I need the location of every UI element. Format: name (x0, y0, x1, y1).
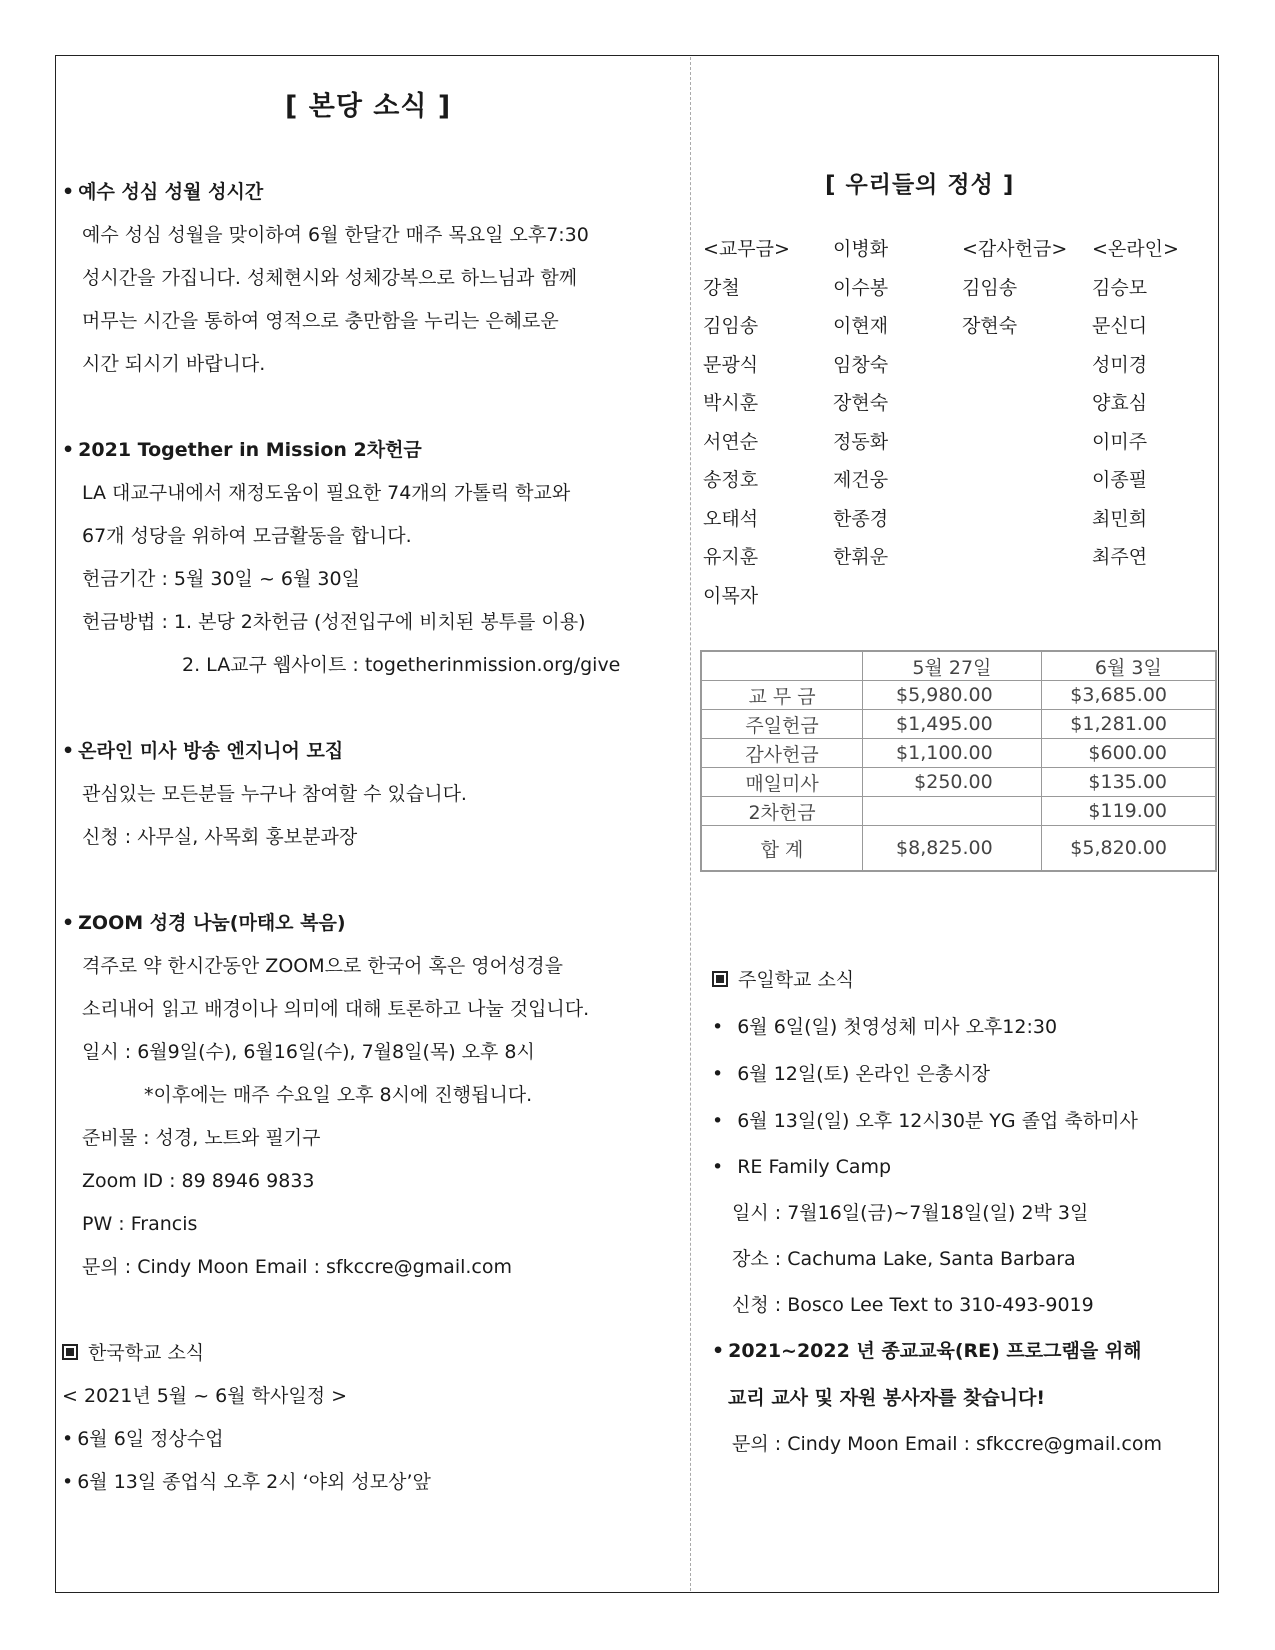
camp-line: 신청 : Bosco Lee Text to 310-493-9019 (732, 1294, 1094, 1316)
contact-line: 문의 : Cindy Moon Email : sfkccre@gmail.com (732, 1433, 1162, 1455)
sec2-line: 헌금방법 : 1. 본당 2차헌금 (성전입구에 비치된 봉투를 이용) (82, 611, 586, 633)
table-row-label: 감사헌금 (701, 739, 863, 768)
donor-col-4 (1092, 230, 1179, 577)
sec5-line: < 2021년 5월 ~ 6월 학사일정 > (62, 1385, 348, 1407)
donor-name: 성미경 (1092, 353, 1148, 376)
camp-line: 일시 : 7월16일(금)~7월18일(일) 2박 3일 (732, 1202, 1089, 1224)
donor-name: 한종경 (833, 507, 889, 530)
donor-name: <온라인> (1092, 238, 1179, 260)
table-row (701, 768, 1216, 797)
table-row (701, 739, 1216, 768)
donor-name: 문광식 (703, 353, 759, 376)
donor-name: 강철 (703, 276, 740, 299)
donor-name: 박시훈 (703, 392, 759, 414)
sec3-line: 신청 : 사무실, 사목회 홍보분과장 (82, 826, 358, 848)
table-total-row (701, 826, 1216, 872)
table-cell: $1,281.00 (1041, 710, 1216, 739)
left-title: [ 본당 소식 ] (285, 91, 452, 122)
donor-name: 송정호 (703, 469, 759, 491)
donor-name: 임창숙 (833, 353, 889, 376)
donor-name: 김임송 (703, 315, 759, 337)
sec2-line: 67개 성당을 위하여 모금활동을 합니다. (82, 525, 412, 547)
sec1-line: 예수 성심 성월을 맞이하여 6월 한달간 매주 목요일 오후7:30 (82, 224, 589, 246)
donor-col-1 (703, 230, 790, 615)
donor-name: 한휘운 (833, 546, 889, 568)
sunday-school-item-text: 6월 13일(일) 오후 12시30분 YG 졸업 축하미사 (737, 1110, 1138, 1132)
sec3-heading: • 온라인 미사 방송 엔지니어 모집 (62, 742, 343, 761)
sec4-line: 일시 : 6월9일(수), 6월16일(수), 7월8일(목) 오후 8시 (82, 1041, 535, 1063)
donor-name: 서연순 (703, 430, 759, 453)
table-header-cell (701, 651, 863, 681)
donor-col-3 (962, 230, 1067, 346)
table-cell: $119.00 (1041, 797, 1216, 826)
table-row (701, 681, 1216, 710)
table-header-cell: 5월 27일 (863, 651, 1042, 681)
donor-name: 양효심 (1092, 392, 1148, 414)
table-cell: $5,820.00 (1041, 826, 1216, 872)
donor-name: 최주연 (1092, 546, 1148, 568)
donor-name: 장현숙 (962, 315, 1018, 337)
donor-name: 이수봉 (833, 276, 889, 299)
table-cell: $250.00 (863, 768, 1042, 797)
right-title: [ 우리들의 정성 ] (825, 172, 1015, 198)
table-row (701, 710, 1216, 739)
table-cell: $135.00 (1041, 768, 1216, 797)
re-heading-2: 교리 교사 및 자원 봉사자를 찾습니다! (728, 1387, 1046, 1409)
sec4-line: Zoom ID : 89 8946 9833 (82, 1170, 315, 1192)
table-row-label: 매일미사 (701, 768, 863, 797)
donor-name: 최민희 (1092, 507, 1148, 530)
sunday-school-heading-text: 주일학교 소식 (738, 969, 855, 991)
table-cell: $1,495.00 (863, 710, 1042, 739)
sec5-line: • 6월 13일 종업식 오후 2시 ‘야외 성모상’앞 (62, 1473, 431, 1492)
sec4-line: 문의 : Cindy Moon Email : sfkccre@gmail.com (82, 1256, 512, 1278)
donor-name: 제건웅 (833, 469, 889, 491)
donor-name: 장현숙 (833, 392, 889, 414)
sec4-line: 소리내어 읽고 배경이나 의미에 대해 토론하고 나눌 것입니다. (82, 998, 590, 1020)
table-header-row (701, 651, 1216, 681)
sec2-line: 2. LA교구 웹사이트 : togetherinmission.org/give (182, 654, 621, 676)
sec1-line: 시간 되시기 바랍니다. (82, 353, 266, 375)
sec4-line: 격주로 약 한시간동안 ZOOM으로 한국어 혹은 영어성경을 (82, 955, 563, 977)
donor-name: 이목자 (703, 584, 759, 607)
sec4-line: 준비물 : 성경, 노트와 필기구 (82, 1127, 321, 1149)
donor-name: 정동화 (833, 430, 889, 453)
sec1-heading: • 예수 성심 성월 성시간 (62, 183, 263, 202)
sec2-line: 헌금기간 : 5월 30일 ~ 6월 30일 (82, 568, 360, 590)
table-cell (863, 797, 1042, 826)
sunday-school-item-text: 6월 6일(일) 첫영성체 미사 오후12:30 (737, 1016, 1058, 1038)
sec1-line: 머무는 시간을 통하여 영적으로 충만함을 누리는 은혜로운 (82, 310, 559, 332)
sec4-line: PW : Francis (82, 1213, 198, 1235)
sunday-school-item: • 6월 12일(토) 온라인 은총시장 (712, 1063, 990, 1085)
sunday-school-item: • RE Family Camp (712, 1156, 892, 1178)
table-header-cell: 6월 3일 (1041, 651, 1216, 681)
donor-name: 이현재 (833, 315, 889, 337)
table-cell: $3,685.00 (1041, 681, 1216, 710)
sec5-heading (62, 1344, 204, 1363)
sec2-line: LA 대교구내에서 재정도움이 필요한 74개의 가톨릭 학교와 (82, 482, 571, 504)
square-bullet-icon (712, 971, 728, 987)
sec1-line: 성시간을 가집니다. 성체현시와 성체강복으로 하느님과 함께 (82, 267, 578, 289)
table-row-label: 2차헌금 (701, 797, 863, 826)
sec3-line: 관심있는 모든분들 누구나 참여할 수 있습니다. (82, 783, 467, 805)
sec5-line: • 6월 6일 정상수업 (62, 1430, 224, 1449)
sunday-school-item: • 6월 6일(일) 첫영성체 미사 오후12:30 (712, 1016, 1058, 1038)
column-divider (690, 57, 691, 1591)
table-cell: $600.00 (1041, 739, 1216, 768)
offering-table (700, 650, 1217, 872)
sec4-line: *이후에는 매주 수요일 오후 8시에 진행됩니다. (144, 1084, 533, 1106)
donor-name: 문신디 (1092, 315, 1148, 337)
table-cell: $5,980.00 (863, 681, 1042, 710)
sunday-school-heading (712, 971, 854, 990)
sunday-school-item-text: RE Family Camp (737, 1156, 892, 1178)
re-heading: • 2021~2022 년 종교교육(RE) 프로그램을 위해 (712, 1342, 1142, 1361)
table-row-label: 주일헌금 (701, 710, 863, 739)
table-row-label: 교 무 금 (701, 681, 863, 710)
camp-line: 장소 : Cachuma Lake, Santa Barbara (732, 1248, 1076, 1270)
table-row (701, 797, 1216, 826)
sunday-school-item-text: 6월 12일(토) 온라인 은총시장 (737, 1063, 990, 1085)
table-row-label: 합 계 (701, 826, 863, 872)
donor-name: 김승모 (1092, 276, 1148, 299)
donor-name: 이병화 (833, 238, 889, 260)
donor-name: 이미주 (1092, 430, 1148, 453)
sec4-heading: • ZOOM 성경 나눔(마태오 복음) (62, 914, 346, 933)
table-cell: $8,825.00 (863, 826, 1042, 872)
donor-name: <감사헌금> (962, 238, 1068, 260)
sec2-heading: • 2021 Together in Mission 2차헌금 (62, 441, 422, 460)
donor-name: 오태석 (703, 507, 759, 530)
donor-name: 이종필 (1092, 469, 1148, 491)
sunday-school-item: • 6월 13일(일) 오후 12시30분 YG 졸업 축하미사 (712, 1110, 1138, 1132)
table-cell: $1,100.00 (863, 739, 1042, 768)
square-bullet-icon (62, 1344, 78, 1360)
donor-name: 유지훈 (703, 546, 759, 568)
sec5-heading-text: 한국학교 소식 (88, 1342, 205, 1364)
donor-name: <교무금> (703, 238, 790, 260)
donor-col-2 (833, 230, 888, 577)
donor-name: 김임송 (962, 276, 1018, 299)
